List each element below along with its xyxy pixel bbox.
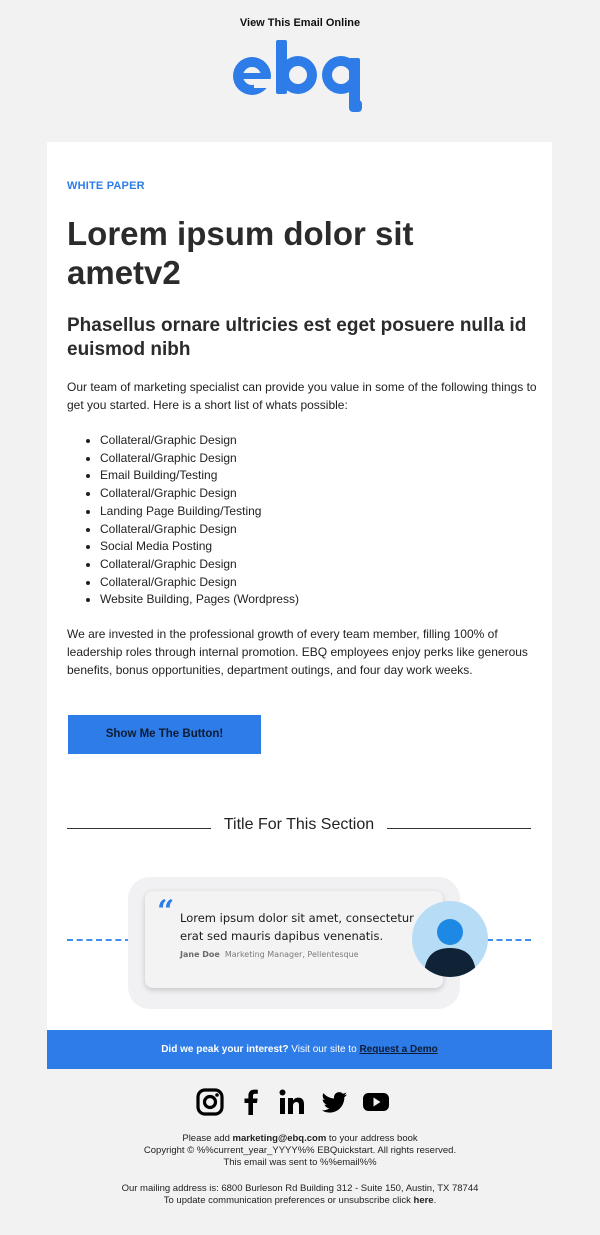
demo-banner	[47, 1030, 552, 1069]
youtube-icon[interactable]	[362, 1088, 390, 1116]
list-item: • Social Media Posting	[100, 538, 520, 556]
logo-text: ebq	[230, 38, 232, 39]
eyebrow-label: WHITE PAPER	[67, 180, 145, 192]
list-item: • Collateral/Graphic Design	[100, 574, 520, 592]
footer-preferences	[0, 1195, 600, 1207]
dashed-line-left	[67, 939, 131, 941]
testimonial-text: Lorem ipsum dolor sit amet, consectetur erat sed mauris dapibus venenatis.	[180, 911, 414, 943]
facebook-icon[interactable]	[237, 1088, 265, 1116]
list-item: • Landing Page Building/Testing	[100, 503, 520, 521]
footer-address-book	[0, 1133, 600, 1145]
section-title: Title For This Section	[223, 816, 375, 833]
section-divider-left	[67, 828, 211, 829]
section-divider-right	[387, 828, 531, 829]
testimonial-author	[180, 950, 359, 959]
author-name: Jane Doe	[180, 950, 220, 959]
body-paragraph: We are invested in the professional growth of every team member, filling 100% of leadership roles through internal promotion. EBQ employees enjoy perks like generous benefits, bonus opportunities, department outings, and four day work weeks.	[67, 627, 528, 677]
avatar	[412, 901, 488, 977]
email-card	[47, 142, 552, 1030]
footer-email-link[interactable]: marketing@ebq.com	[232, 1133, 327, 1144]
quote-mark-icon: “	[157, 894, 175, 929]
article-subtitle: Phasellus ornare ultricies est eget posuere nulla id euismod nibh	[67, 315, 527, 360]
footer-mailing-address: Our mailing address is: 6800 Burleson Rd Building 312 - Suite 150, Austin, TX 78744	[121, 1183, 479, 1194]
list-item: • Collateral/Graphic Design	[100, 521, 520, 539]
ebq-logo[interactable]	[230, 38, 370, 114]
show-me-button[interactable]: Show Me The Button!	[68, 715, 261, 754]
list-item: • Collateral/Graphic Design	[100, 556, 520, 574]
services-list	[100, 432, 520, 609]
banner-lead: Did we peak your interest?	[161, 1044, 289, 1055]
request-demo-link[interactable]: Request a Demo	[359, 1044, 438, 1055]
banner-middle: Visit our site to	[288, 1044, 360, 1055]
footer-add-suffix: to your address book	[326, 1133, 418, 1144]
footer-sent-to: This email was sent to %%email%%	[223, 1157, 377, 1168]
footer-prefs-suffix: .	[433, 1195, 437, 1206]
instagram-icon[interactable]	[196, 1088, 224, 1116]
footer-add-prefix: Please add	[182, 1133, 233, 1144]
person-icon	[412, 901, 488, 977]
dashed-line-right	[487, 939, 531, 941]
author-role: Marketing Manager, Pellentesque	[224, 950, 359, 959]
list-item: • Collateral/Graphic Design	[100, 485, 520, 503]
article-title: Lorem ipsum dolor sit ametv2	[67, 215, 414, 291]
list-item: • Email Building/Testing	[100, 467, 520, 485]
unsubscribe-link[interactable]: here	[413, 1195, 434, 1206]
list-item: • Collateral/Graphic Design	[100, 450, 520, 468]
footer-prefs-prefix: To update communication preferences or unsubscribe click	[163, 1195, 414, 1206]
list-item: • Collateral/Graphic Design	[100, 432, 520, 450]
linkedin-icon[interactable]	[278, 1088, 306, 1116]
view-online-link[interactable]: View This Email Online	[239, 17, 361, 29]
list-item: • Website Building, Pages (Wordpress)	[100, 591, 520, 609]
twitter-icon[interactable]	[320, 1088, 348, 1116]
footer-copyright: Copyright © %%current_year_YYYY%% EBQuickstart. All rights reserved.	[143, 1145, 457, 1156]
intro-paragraph: Our team of marketing specialist can provide you value in some of the following things to get you started. Here is a short list of whats possible:	[67, 380, 537, 412]
testimonial-card	[145, 891, 443, 988]
